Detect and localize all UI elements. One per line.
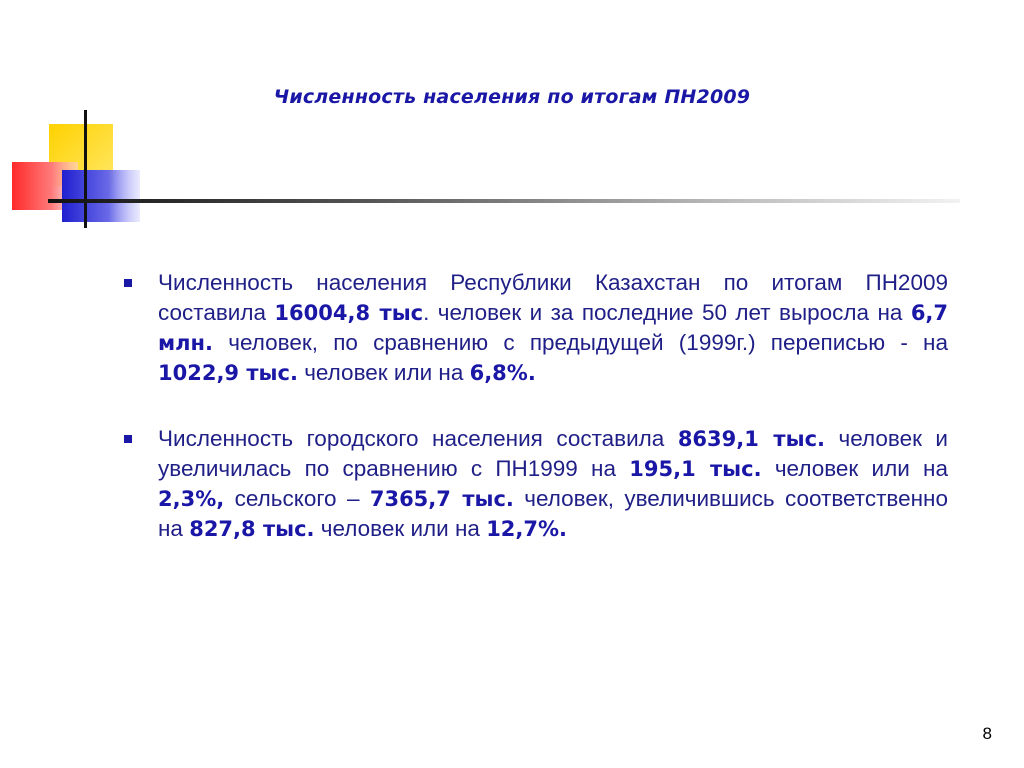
text-run: человек или на <box>297 360 470 385</box>
text-run: Численность городского населения составила <box>158 426 678 451</box>
highlight-value: 2,3%, <box>158 487 225 511</box>
text-run: человек, по сравнению с предыдущей (1999г.) переписью - на <box>213 330 948 355</box>
vertical-line <box>84 110 87 228</box>
text-run: сельского – <box>224 486 370 511</box>
text-run: Численность населения Республики Казахстан по итогам ПН2009 составила <box>158 270 948 325</box>
bullet-marker <box>124 435 132 443</box>
text-run: человек или на <box>314 516 487 541</box>
highlight-value: 16004,8 тыс <box>274 301 424 325</box>
highlight-value: 6,8%. <box>469 361 536 385</box>
text-run: человек, увеличившись соответственно на <box>158 486 948 541</box>
bullet-item <box>118 268 948 388</box>
text-run: человек или на <box>761 456 948 481</box>
blue-square <box>62 170 140 222</box>
highlight-value: 1022,9 тыс. <box>158 361 298 385</box>
text-run: . человек и за последние 50 лет выросла на <box>423 300 911 325</box>
highlight-value: 7365,7 тыс. <box>369 487 514 511</box>
decorative-squares <box>0 0 1024 240</box>
bullet-list <box>118 268 948 580</box>
bullet-text-total-population <box>158 268 948 388</box>
highlight-value: 6,7 млн. <box>158 301 949 355</box>
horizontal-divider <box>48 199 960 203</box>
highlight-value: 195,1 тыс. <box>629 457 762 481</box>
highlight-value: 8639,1 тыс. <box>677 427 825 451</box>
bullet-text-urban-rural <box>158 424 948 544</box>
highlight-value: 827,8 тыс. <box>189 517 315 541</box>
slide-title: Численность населения по итогам ПН2009 <box>273 86 751 108</box>
text-run: человек и увеличилась по сравнению с ПН1999 на <box>158 426 948 481</box>
highlight-value: 12,7%. <box>486 517 568 541</box>
bullet-item <box>118 424 948 544</box>
page-number: 8 <box>982 724 992 743</box>
bullet-marker <box>124 279 132 287</box>
